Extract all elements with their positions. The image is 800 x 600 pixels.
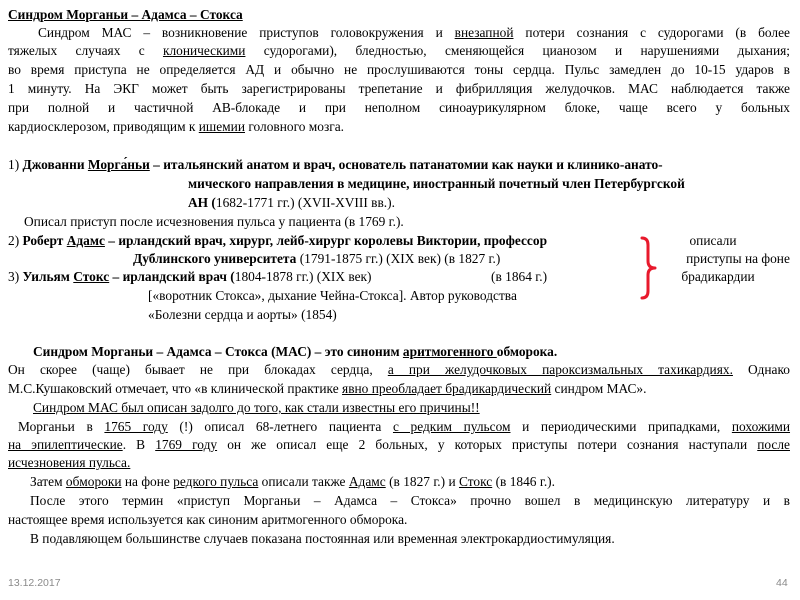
intro-line-1: Синдром МАС – возникновение приступов головокружения и внезапной потери сознания с судорогами (в более — [38, 25, 790, 40]
stokes-line-1: 3) Уильям Стокс – ирландский врач (1804-1878 гг.) (XIX век) — [8, 269, 372, 284]
intro-line-2: тяжелых случаях с клоническими судорогами), бледностью, сменяющейся цианозом и нарушениями дыхания; — [8, 43, 790, 58]
stokes-line-3: «Болезни сердца и аорты» (1854) — [148, 307, 337, 322]
adams-line-1: 2) Роберт Адамс – ирландский врач, хирург, лейб-хирург королевы Виктории, профессор — [8, 233, 548, 248]
section2-line-7: Затем обмороки на фоне редкого пульса описали также Адамс (в 1827 г.) и Стокс (в 1846 г.). — [30, 474, 555, 489]
stokes-year-described: (в 1864 г.) — [491, 269, 548, 284]
section2-line-6: исчезновения пульса. — [8, 455, 131, 470]
section2-line-2: М.С.Кушаковский отмечает, что «в клинической практике явно преобладает брадикардический синдром МАС». — [8, 381, 647, 396]
intro-line-4: 1 минуту. На ЭКГ может быть зарегистрированы трепетание и фибрилляция желудочков. МАС наблюдается также — [8, 81, 790, 96]
morgagni-line-1: 1) Джованни Морга́ньи – итальянский анатом и врач, основатель патанатомии как науки и клинико-анато- — [8, 157, 663, 172]
brace-note-line-1: описали — [689, 233, 737, 248]
intro-line-3: во время приступа не определяется АД и обычно не прослушиваются тоны сердца. Пульс замедлен до 10-15 ударов в — [8, 62, 790, 77]
section2-line-10: В подавляющем большинстве случаев показана постоянная или временная электрокардиостимуляция. — [30, 531, 615, 546]
morgagni-line-2: мического направления в медицине, иностранный почетный член Петербургской — [188, 176, 685, 191]
adams-line-2: Дублинского университета (1791-1875 гг.) (XIX век) (в 1827 г.) — [133, 251, 501, 266]
brace-note-line-2: приступы на фоне — [686, 251, 790, 266]
morgagni-line-3: АН (1682-1771 гг.) (XVII-XVIII вв.). — [188, 195, 395, 210]
section2-line-5: на эпилептические. В 1769 году он же описал еще 2 больных, у которых приступы потери сознания наступали после — [8, 437, 790, 452]
section2-line-3: Синдром МАС был описан задолго до того, как стали известны его причины!! — [33, 400, 480, 415]
footer-page-number: 44 — [776, 577, 788, 589]
intro-line-6: кардиосклерозом, приводящим к ишемии головного мозга. — [8, 119, 345, 134]
section2-line-4: Морганьи в 1765 году (!) описал 68-летнего пациента с редким пульсом и периодическими припадками, похожими — [18, 419, 791, 434]
stokes-line-2: [«воротник Стокса», дыхание Чейна-Стокса]. Автор руководства — [148, 288, 517, 303]
section2-line-1: Он скорее (чаще) бывает не при блокадах сердца, а при желудочковых пароксизмальных тахикардиях. Однако — [8, 362, 790, 377]
brace-note-line-3: брадикардии — [681, 269, 755, 284]
section2-line-8: После этого термин «приступ Морганьи – Адамса – Стокса» прочно вошел в медицинскую литературу и в — [30, 493, 790, 508]
section2-line-9: настоящее время используется как синоним аритмогенного обморока. — [8, 512, 408, 527]
morgagni-note: Описал приступ после исчезновения пульса у пациента (в 1769 г.). — [24, 214, 404, 229]
intro-line-5: при полной и частичной АВ-блокаде и при неполном синоаурикулярном блоке, чаще всего у больных — [8, 100, 790, 115]
footer-date: 13.12.2017 — [8, 577, 61, 589]
section2-heading: Синдром Морганьи – Адамса – Стокса (МАС) – это синоним аритмогенного обморока. — [33, 344, 558, 359]
page-title: Синдром Морганьи – Адамса – Стокса — [8, 7, 243, 22]
